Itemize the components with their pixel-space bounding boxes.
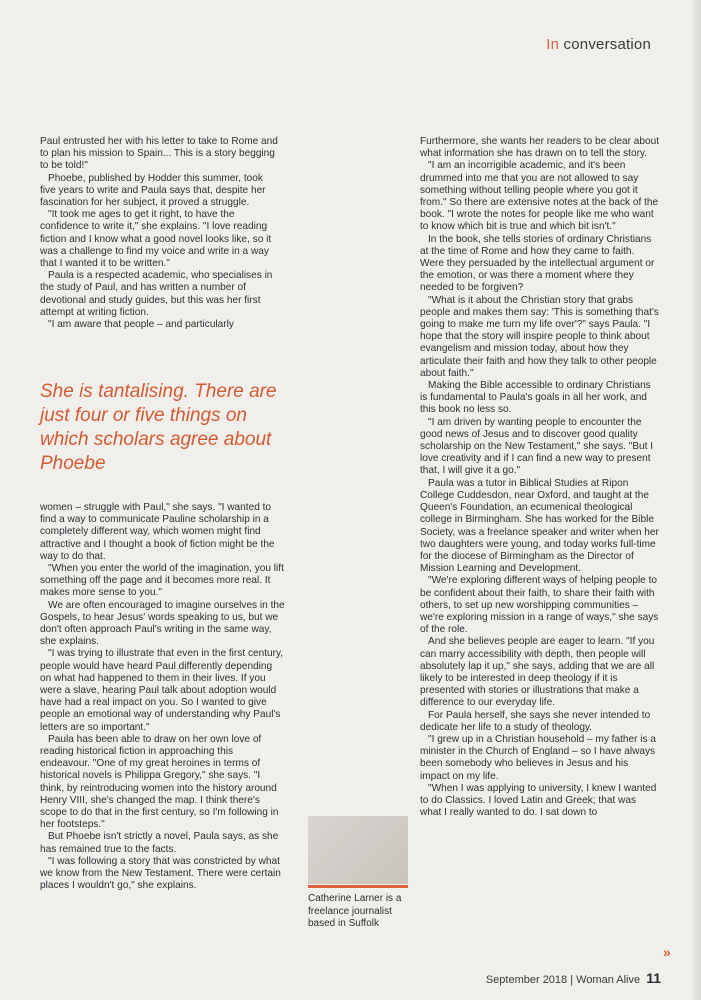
paragraph: Making the Bible accessible to ordinary Christians is fundamental to Paula's goals in all her work, and this book no less so.	[420, 380, 651, 416]
footer-issue: September 2018 | Woman Alive	[485, 974, 641, 986]
paragraph: For Paula herself, she says she never intended to dedicate her life to a study of theology.	[420, 709, 651, 733]
continue-arrow-icon: »	[663, 944, 671, 960]
paragraph: But Phoebe isn't strictly a novel, Paula says, as she has remained true to the facts.	[40, 831, 279, 855]
paragraph: "We're exploring different ways of helping people to be confident about their faith, to share their faith with others, to set up new worshipping communities – we're exploring mission in a range of ways," she says of the role.	[420, 575, 659, 636]
paragraph: "When you enter the world of the imagination, you lift something off the page and it becomes more real. It makes more sense to you."	[40, 563, 284, 599]
paragraph: In the book, she tells stories of ordinary Christians at the time of Rome and how they came to faith. Were they persuaded by the intellectual argument or the emotion, or was there a moment where they needed to be forgiven?	[420, 233, 655, 294]
paragraph: Paula was a tutor in Biblical Studies at Ripon College Cuddesdon, near Oxford, and taught at the Queen's Foundation, an ecumenical theological college in Birmingham. She has worked for the Bible Society, was a freelance speaker and writer when her two daughters were young, and today works full-time for the diocese of Birmingham as the Director of Mission Learning and Development.	[420, 477, 659, 575]
page-number: 11	[646, 970, 661, 986]
paragraph: "I grew up in a Christian household – my father is a minister in the Church of England – so I have always been somebody who believes in Jesus and his impact on my life.	[420, 733, 657, 782]
paragraph: Paula has been able to draw on her own love of reading historical fiction in approaching this endeavour. "One of my great heroines in terms of historical novels is Philippa Gregory," she says. "I think, by reintroducing women into the history around Henry VIII, she's changed the map. I think there's scope to do that in the first century, so I'm following in her footsteps."	[40, 733, 279, 831]
paragraph: "When I was applying to university, I knew I wanted to do Classics. I loved Latin and Greek; that was what I really wanted to do. I sat down to	[420, 782, 657, 819]
paragraph: Furthermore, she wants her readers to be clear about what information she has drawn on to tell the story.	[420, 136, 660, 160]
author-photo	[308, 816, 408, 884]
paragraph: "I was trying to illustrate that even in the first century, people would have heard Paul differently depending on what had happened to them in their lives. If you were a slave, hearing Paul talk about adoption would have had a real impact on you. So I wanted to give people an emotional way of understanding why Paul's letters are so important."	[40, 648, 284, 733]
paragraph: Paula is a respected academic, who specialises in the study of Paul, and has written a number of devotional and study guides, but this was her first attempt at writing fiction.	[40, 270, 273, 318]
paragraph: "I am aware that people – and particularly	[48, 319, 234, 331]
section-header-prefix: In	[546, 36, 560, 53]
author-bio: Catherine Larner is a freelance journalist based in Suffolk	[308, 893, 402, 929]
bio-divider	[308, 885, 408, 888]
page-edge-shadow	[693, 0, 701, 1000]
paragraph: "I was following a story that was constricted by what we know from the New Testament. There were certain places I wouldn't go," she explains.	[40, 855, 281, 892]
paragraph: "What is it about the Christian story that grabs people and makes them say: 'This is something that's going to make me turn my life over'?" says Paula. "I hope that the story will inspire people to think about evangelism and mission today, about how they articulate their faith and how they talk to other people about faith."	[420, 294, 659, 379]
column-2	[420, 136, 660, 819]
page-footer	[486, 970, 661, 986]
paragraph: We are often encouraged to imagine ourselves in the Gospels, to hear Jesus' words speaking to us, but we don't often approach Paul's writing in the same way, she explains.	[40, 599, 285, 648]
paragraph: "It took me ages to get it right, to have the confidence to write it," she explains. "I love reading fiction and I know what a good novel looks like, so it was a challenge to find my voice and write in a way that I wanted it to be written."	[40, 209, 272, 270]
paragraph: Paul entrusted her with his letter to take to Rome and to plan his mission to Spain... This is a story begging to be told!"	[40, 136, 278, 172]
paragraph: Phoebe, published by Hodder this summer, took five years to write and Paula says that, despite her fascination for her subject, it proved a struggle.	[40, 172, 266, 209]
section-header-title: conversation	[563, 36, 651, 53]
paragraph: And she believes people are eager to learn. "If you can marry accessibility with depth, then people will absolutely lap it up," she says, adding that we are all likely to be interested in deep theology if it is presented with stories or illustrations that make a difference to our everyday life.	[420, 636, 655, 709]
pull-quote: She is tantalising. There are just four or five things on which scholars agree about Phoebe	[40, 381, 277, 474]
paragraph: "I am an incorrigible academic, and it's been drummed into me that you are not allowed to say something without telling people where you got it from." So there are extensive notes at the back of the book. "I wrote the notes for people like me who want to know which bit is true and which bit isn't."	[420, 160, 659, 233]
paragraph: "I am driven by wanting people to encounter the good news of Jesus and to discover good quality scholarship on the New Testament," she says. "But I love creativity and if I can find a new way to present that, I will give it a go."	[420, 416, 654, 477]
column-1-top	[40, 136, 280, 331]
section-header	[546, 36, 651, 53]
column-1-bottom	[40, 502, 285, 893]
paragraph: women – struggle with Paul," she says. "I wanted to find a way to communicate Pauline scholarship in a completely different way, which women might find attractive and I thought a book of fiction might be the way to do that.	[40, 502, 275, 562]
